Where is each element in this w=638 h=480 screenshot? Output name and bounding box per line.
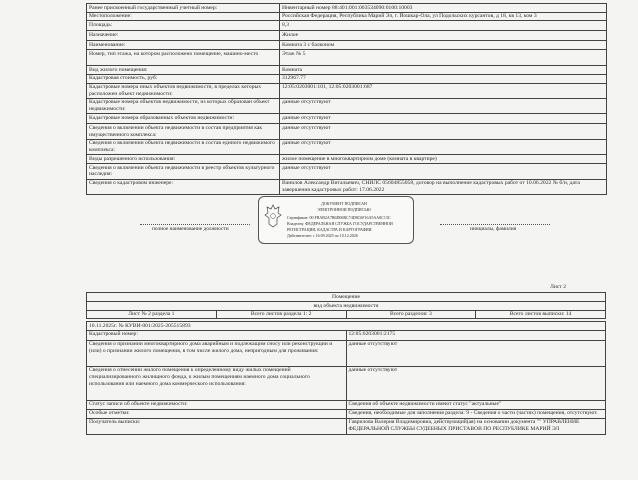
- section-header-table: [86, 292, 606, 319]
- row-key: Сведения о включении объекта недвижимости в состав единого недвижимого комплекса:: [87, 139, 280, 154]
- row-value: Ванилов Александр Витальевич, СНИЛС 05604855058, договор на выполнение кадастровых работ от 10.06.2022 № б/н, дата завершения кадастровых работ: 17.06.2022: [280, 179, 607, 194]
- stamp-subtitle: ЭЛЕКТРОННОЙ ПОДПИСЬЮ: [317, 208, 371, 212]
- row-key: Сведения о отнесении жилого помещения к определенному виду жилых помещений специализированного жилищного фонда, к жилым помещениям наемного дома социального использования или наемного дома коммерческого использования:: [87, 366, 347, 400]
- row-value: данные отсутствуют: [346, 340, 606, 366]
- row-key: Статус записи об объекте недвижимости:: [87, 400, 347, 409]
- row-key: Кадастровые номера иных объектов недвижимости, в пределах которых расположен объект недвижимости:: [87, 83, 280, 98]
- row-key: Кадастровые номера образованных объектов недвижимости:: [87, 114, 280, 124]
- sheet-number: Лист № 2 раздела 1: [87, 310, 217, 319]
- row-value: Российская Федерация, Республика Марий Эл, г. Йошкар-Ола, ул Подольских курсантов, д 18, кв 13, ком 3: [280, 12, 607, 21]
- row-key: Получатель выписки:: [87, 418, 347, 434]
- position-label: полное наименование должности: [152, 226, 229, 232]
- row-key: Кадастровые номера объектов недвижимости, из которых образован объект недвижимости:: [87, 98, 280, 113]
- row-key: Сведения о включении объекта недвижимости в состав предприятия как имущественного комплекса:: [87, 124, 280, 139]
- row-key: Ранее присвоенный государственный учетный номер:: [87, 4, 280, 13]
- row-value: 12:05:0203001:101, 12:05:0203001:687: [280, 83, 607, 98]
- row-value: Инвентарный номер 88:401:001:003534090:0100:10003: [280, 4, 607, 13]
- row-key: Наименование:: [87, 41, 280, 50]
- row-value: Комната: [280, 66, 607, 75]
- name-line: [440, 224, 550, 225]
- row-value: 8,3: [280, 21, 607, 31]
- stamp-title: ДОКУМЕНТ ПОДПИСАН: [321, 202, 367, 206]
- stamp-owner-cont: РЕГИСТРАЦИИ, КАДАСТРА И КАРТОГРАФИИ: [287, 228, 372, 232]
- row-value: Гаврилова Валерия Владимировна, действующий(ая) на основании документа "" УПРАВЛЕНИЕ ФЕДЕРАЛЬНОЙ СЛУЖБЫ СУДЕБНЫХ ПРИСТАВОВ ПО РЕСПУБЛИКЕ МАРИЙ ЭЛ: [346, 418, 606, 434]
- eagle-emblem-icon: [264, 203, 282, 229]
- row-value: данные отсутствуют: [280, 98, 607, 113]
- document-reference: 10.11.2025г. № КУВИ-001/2025-205515893: [87, 322, 606, 331]
- e-signature-stamp: [258, 196, 414, 244]
- row-key: Номер, тип этажа, на котором расположено помещение, машино-место: [87, 50, 280, 66]
- row-key: Сведения о кадастровом инженере:: [87, 179, 280, 194]
- row-value: жилое помещение в многоквартирном доме (комната в квартире): [280, 155, 607, 164]
- stamp-certificate: Сертификат: 00 FBAB2A7B6D06BC74D8C6F16A5AA0C13C: [287, 216, 391, 220]
- object-type-subtitle: вид объекта недвижимости: [87, 302, 606, 311]
- row-value: Комната 3 с балконом: [280, 41, 607, 50]
- row-key: Сведения о признании многоквартирного дома аварийным и подлежащим сносу или реконструкции и (или) о признании жилого помещения, в том числе жилого дома, непригодным для проживания:: [87, 340, 347, 366]
- row-value: Этаж № 5: [280, 50, 607, 66]
- row-key: Вид жилого помещения:: [87, 66, 280, 75]
- row-key: Площадь:: [87, 21, 280, 31]
- row-key: Особые отметки:: [87, 409, 347, 418]
- total-sheets-section: Всего листов раздела 1: 2: [216, 310, 346, 319]
- row-value: 312967.77: [280, 74, 607, 83]
- row-key: Назначение:: [87, 31, 280, 41]
- row-value: данные отсутствуют: [346, 366, 606, 400]
- row-value: данные отсутствуют: [280, 114, 607, 124]
- stamp-validity: Действителен: с 16.09.2025 по 10.12.2026: [287, 234, 358, 238]
- total-sections: Всего разделов: 3: [346, 310, 476, 319]
- stamp-owner: Владелец: ФЕДЕРАЛЬНАЯ СЛУЖБА ГОСУДАРСТВЕННОЙ: [287, 222, 393, 226]
- row-value: данные отсутствуют: [280, 124, 607, 139]
- row-key: Кадастровая стоимость, руб:: [87, 74, 280, 83]
- row-key: Местоположение:: [87, 12, 280, 21]
- cadastral-number-label: Кадастровый номер:: [87, 330, 347, 340]
- row-key: Сведения о включении объекта недвижимости в реестр объектов культурного наследия:: [87, 164, 280, 179]
- row-value: Сведения, необходимые для заполнения раздела: 9 - Сведения о части (частях) помещения, отсутствуют.: [346, 409, 606, 418]
- row-value: данные отсутствуют: [280, 139, 607, 154]
- position-line: [140, 224, 250, 225]
- object-characteristics-table: [86, 3, 607, 195]
- sheet-label: Лист 2: [550, 284, 566, 290]
- row-value: Жилое: [280, 31, 607, 41]
- object-type-title: Помещение: [87, 293, 606, 302]
- row-key: Виды разрешенного использования:: [87, 155, 280, 164]
- name-label: инициалы, фамилия: [470, 226, 517, 232]
- row-value: Сведения об объекте недвижимости имеют статус "актуальные": [346, 400, 606, 409]
- total-sheets: Всего листов выписки: 14: [476, 310, 606, 319]
- page2-details-table: [86, 321, 606, 435]
- cadastral-number-value: 12:05:0203001:2175: [346, 330, 606, 340]
- row-value: данные отсутствуют: [280, 164, 607, 179]
